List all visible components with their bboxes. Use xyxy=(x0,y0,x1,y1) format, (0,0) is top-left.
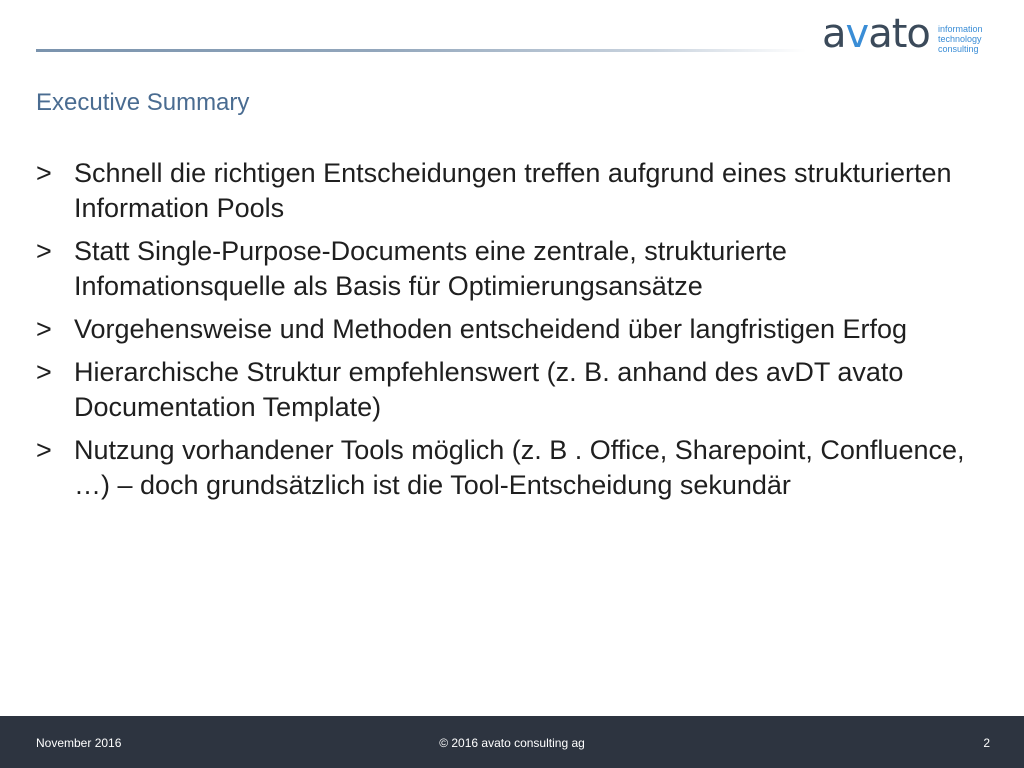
bullet-item xyxy=(36,234,986,304)
bullet-item xyxy=(36,433,986,503)
page-number: 2 xyxy=(983,736,990,750)
bullet-list xyxy=(36,156,986,511)
header-divider xyxy=(36,49,806,52)
logo-text-part2: ato xyxy=(868,11,930,57)
bullet-text: Schnell die richtigen Entscheidungen treffen aufgrund eines strukturierten Information Pools xyxy=(74,158,952,223)
logo-wordmark xyxy=(822,12,930,56)
bullet-marker-icon: > xyxy=(36,314,52,344)
avato-logo xyxy=(822,11,1002,60)
bullet-marker-icon: > xyxy=(36,158,52,188)
logo-tagline-line: information xyxy=(938,24,983,34)
bullet-text: Hierarchische Struktur empfehlenswert (z. B. anhand des avDT avato Documentation Template) xyxy=(74,357,904,422)
bullet-item xyxy=(36,156,986,226)
bullet-marker-icon: > xyxy=(36,435,52,465)
bullet-text: Vorgehensweise und Methoden entscheidend über langfristigen Erfog xyxy=(74,314,908,344)
footer-bar xyxy=(0,716,1024,768)
logo-text-accent: v xyxy=(845,11,869,57)
logo-tagline-line: consulting xyxy=(938,44,979,54)
bullet-item xyxy=(36,355,986,425)
bullet-marker-icon: > xyxy=(36,236,52,266)
logo-text-part1: a xyxy=(822,11,846,57)
bullet-text: Statt Single-Purpose-Documents eine zentrale, strukturierte Infomationsquelle als Basis für Optimierungsansätze xyxy=(74,236,787,301)
footer-date: November 2016 xyxy=(36,736,122,750)
bullet-item xyxy=(36,312,986,347)
bullet-text: Nutzung vorhandener Tools möglich (z. B . Office, Sharepoint, Confluence, …) – doch grundsätzlich ist die Tool-Entscheidung sekundär xyxy=(74,435,965,500)
footer-copyright: © 2016 avato consulting ag xyxy=(439,736,585,750)
slide-title: Executive Summary xyxy=(36,89,250,116)
logo-tagline-line: technology xyxy=(938,34,982,44)
logo-tagline xyxy=(938,24,983,54)
bullet-marker-icon: > xyxy=(36,357,52,387)
